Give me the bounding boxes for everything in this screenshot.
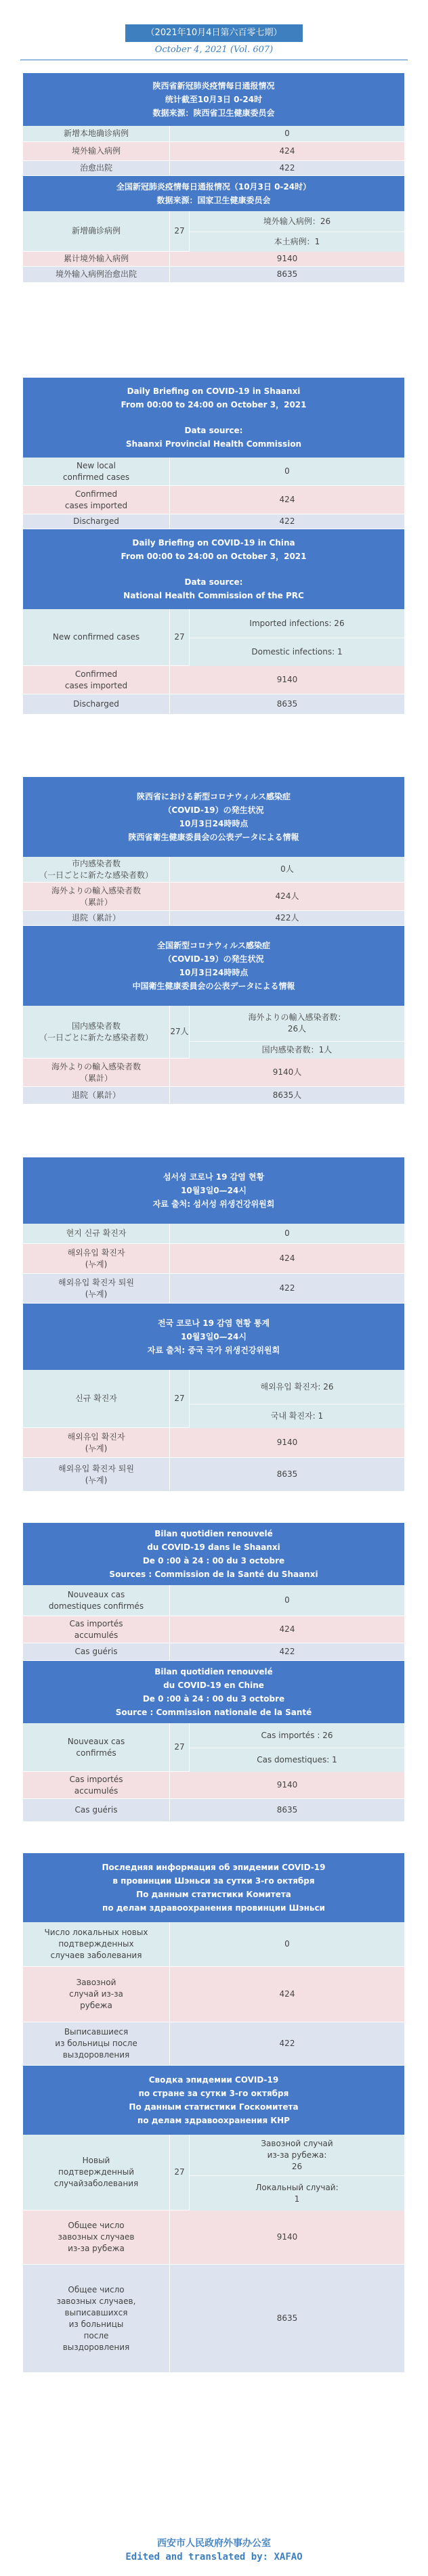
china-new-cases-row [23,1370,404,1428]
china-new-cases-row [23,1006,404,1059]
shaanxi-header [23,73,404,126]
row-label: 退院（累計） [23,911,169,925]
shaanxi-row [23,883,404,911]
china-new-cases-row [23,211,404,252]
row-label: Общее число завозных случаев, выписавшихся из больницы после выздоровления [23,2265,169,2372]
header-line: 统计截至10月3日 0-24时 [165,95,263,104]
header-line: du COVID-19 dans le Shaanxi [147,1542,280,1552]
domestic-cases: Локальный случай: 1 [190,2175,404,2211]
shaanxi-header [23,777,404,857]
row-label: Discharged [23,514,169,529]
header-line: Sources : Commission de la Santé du Shaanxi [109,1570,318,1579]
row-value: 0人 [169,857,404,882]
row-label: 境外输入病例治愈出院 [23,267,169,282]
header-line: du COVID-19 en Chine [163,1681,264,1690]
shaanxi-row [23,1585,404,1616]
issue-line: October 4, 2021 (Vol. 607) [154,45,274,55]
row-label: Cas guéris [23,1643,169,1660]
header-line: 10월3일0—24시 [181,1186,247,1195]
row-label: 해외유입 확진자 (누계) [23,1244,169,1273]
section-ru [23,1853,404,2373]
row-label: Confirmed cases imported [23,486,169,514]
shaanxi-row [23,161,404,176]
domestic-cases: Cas domestiques: 1 [190,1748,404,1772]
china-new-cases-row [23,1723,404,1772]
row-label: Cas importés accumulés [23,1772,169,1798]
footer [0,2537,428,2564]
china-header [23,926,404,1006]
row-value: 422 [169,1643,404,1660]
section-cn [23,73,404,283]
row-label: 해외유입 확진자 퇴원 (누계) [23,1458,169,1491]
row-label: 境外输入病例 [23,142,169,160]
header-line: 数据来源：陕西省卫生健康委员会 [152,108,275,118]
shaanxi-row [23,1922,404,1967]
shaanxi-row [23,514,404,529]
shaanxi-header [23,378,404,458]
row-value: 424 [169,486,404,514]
row-value: 8635 [169,2265,404,2372]
footer-credit: Edited and translated by: XAFAO [125,2552,303,2562]
header-line: По данным статистики Госкомитета [129,2102,299,2112]
row-value: 422 [169,514,404,529]
new-cases-total: 27 [169,609,190,665]
row-value: 8635人 [169,1087,404,1104]
china-row [23,1458,404,1492]
shaanxi-row [23,911,404,926]
new-cases-total: 27 [169,1723,190,1771]
header-line: 全国新冠肺炎疫情每日通报情况（10月3日 0-24时） [116,182,312,192]
china-row [23,666,404,694]
row-label: 治愈出院 [23,161,169,175]
domestic-cases: 国内感染者数：1人 [190,1041,404,1059]
shaanxi-row [23,126,404,142]
header-line: Shaanxi Provincial Health Commission [125,439,302,449]
row-value: 424人 [169,883,404,910]
new-cases-label: 新增确诊病例 [23,211,169,251]
shaanxi-header [23,1157,404,1224]
header-line: （COVID-19）の発生状況 [163,954,264,964]
header-line [23,563,404,575]
row-value: 8635 [169,1799,404,1821]
china-row [23,1059,404,1087]
shaanxi-row [23,1274,404,1304]
shaanxi-row [23,1643,404,1661]
header-line: Bilan quotidien renouvelé [154,1667,273,1676]
row-value: 424 [169,1244,404,1273]
header-line [23,412,404,424]
shaanxi-row [23,1224,404,1244]
china-row [23,2265,404,2373]
new-cases-label: Новый подтвержденный случайзаболевания [23,2135,169,2210]
new-cases-breakdown [190,211,404,251]
header-line: 10월3일0—24시 [181,1332,247,1341]
china-header [23,529,404,609]
header-line: 全国新型コロナウィルス感染症 [157,941,270,950]
header-line: 섬서성 코로나 19 감염 현황 [163,1172,265,1182]
header-line: Source : Commission nationale de la Santé [115,1708,312,1717]
new-cases-breakdown [190,1723,404,1771]
imported-cases: Cas importés : 26 [190,1723,404,1748]
row-label: 海外よりの輸入感染者数 （累計） [23,883,169,910]
row-value: 424 [169,142,404,160]
header-line: По данным статистики Комитета [136,1890,291,1899]
header-line: 中国衛生健康委員会の公表データによる情報 [132,981,295,991]
row-value: 0 [169,1224,404,1243]
section-jp [23,777,404,1105]
row-value: 424 [169,1616,404,1643]
row-label: 현지 신규 확진자 [23,1224,169,1243]
row-label: Cas importés accumulés [23,1616,169,1643]
header-line: Bilan quotidien renouvelé [154,1529,273,1538]
row-label: Общее число завозных случаев из-за рубежа [23,2211,169,2264]
new-cases-total: 27 [169,1370,190,1427]
china-row [23,1772,404,1799]
row-value: 0 [169,1922,404,1966]
header-line: 陝西省における新型コロナウィルス感染症 [137,792,291,801]
shaanxi-row [23,486,404,514]
new-cases-total: 27 [169,2135,190,2210]
row-label: Число локальных новых подтвержденных случаев заболевания [23,1922,169,1966]
header-line: 数据来源：国家卫生健康委员会 [156,196,271,205]
row-value: 0 [169,458,404,485]
domestic-cases: 本土病例：1 [190,231,404,252]
row-label: 해외유입 확진자 (누계) [23,1428,169,1457]
china-row [23,694,404,715]
header-line: De 0 :00 à 24 : 00 du 3 octobre [142,1694,285,1704]
row-value: 9140人 [169,1059,404,1086]
new-cases-breakdown [190,609,404,665]
header-line: From 00:00 to 24:00 on October 3，2021 [121,400,307,409]
shaanxi-row [23,142,404,161]
row-label: New local confirmed cases [23,458,169,485]
row-value: 422人 [169,911,404,925]
shaanxi-row [23,458,404,486]
new-cases-breakdown [190,1006,404,1058]
row-value: 424 [169,1967,404,2022]
row-value: 8635 [169,694,404,714]
header-line: Daily Briefing on COVID-19 in China [132,538,295,548]
shaanxi-header [23,1853,404,1922]
row-label: 累计境外输入病例 [23,252,169,266]
header-line: 10月3日24時時点 [179,968,249,977]
new-cases-label: New confirmed cases [23,609,169,665]
row-value: 0 [169,126,404,141]
row-label: Discharged [23,694,169,714]
row-value: 9140 [169,1428,404,1457]
row-value: 9140 [169,252,404,266]
row-label: 退院（累計） [23,1087,169,1104]
row-label: Выписавшиеся из больницы после выздоровления [23,2022,169,2065]
new-cases-label: Nouveaux cas confirmés [23,1723,169,1771]
row-value: 422 [169,1274,404,1303]
row-label: 市内感染者数 （一日ごとに新たな感染者数） [23,857,169,882]
china-row [23,1087,404,1105]
header-line: 자료 출처: 중국 국가 위생건강위원회 [147,1346,280,1355]
imported-cases: 境外输入病例：26 [190,211,404,231]
section-fr [23,1523,404,1822]
row-label: Nouveaux cas domestiques confirmés [23,1585,169,1616]
domestic-cases: 국내 확진자: 1 [190,1404,404,1428]
row-value: 422 [169,161,404,175]
imported-cases: Imported infections: 26 [190,609,404,638]
header-line: （COVID-19）の発生状況 [163,805,264,815]
header-line: 10月3日24時時点 [179,819,249,828]
shaanxi-row [23,1244,404,1274]
row-value: 8635 [169,1458,404,1491]
row-value: 9140 [169,2211,404,2264]
section-en [23,378,404,715]
row-value: 0 [169,1585,404,1616]
new-cases-breakdown [190,1370,404,1427]
section-kr [23,1157,404,1492]
row-value: 9140 [169,1772,404,1798]
new-cases-breakdown [190,2135,404,2210]
new-cases-label: 신규 확진자 [23,1370,169,1427]
date-banner: （2021年10月4日第六百零七期） [125,24,303,42]
china-row [23,252,404,267]
imported-cases: Завозной случай из-за рубежа: 26 [190,2135,404,2175]
header-line: 陕西省新冠肺炎疫情每日通报情况 [152,81,275,91]
header-line: по стране за сутки 3-го октября [138,2089,289,2098]
new-cases-label: 国内感染者数 （一日ごとに新たな感染者数） [23,1006,169,1058]
shaanxi-row [23,857,404,883]
row-label: 해외유입 확진자 퇴원 (누계) [23,1274,169,1303]
domestic-cases: Domestic infections: 1 [190,638,404,666]
new-cases-total: 27人 [169,1006,190,1058]
shaanxi-row [23,1967,404,2022]
header-line: Data source: [184,426,243,435]
header-line: Daily Briefing on COVID-19 in Shaanxi [127,386,301,396]
header-line: From 00:00 to 24:00 on October 3，2021 [121,552,307,561]
china-header [23,2066,404,2135]
row-label: 海外よりの輸入感染者数 （累計） [23,1059,169,1086]
shaanxi-header [23,1523,404,1585]
shaanxi-row [23,1616,404,1643]
row-label: 新增本地确诊病例 [23,126,169,141]
china-header [23,176,404,211]
shaanxi-row [23,2022,404,2066]
row-value: 9140 [169,666,404,694]
new-cases-total: 27 [169,211,190,251]
header-line: 전국 코로나 19 감염 현황 통계 [157,1318,270,1328]
imported-cases: 海外よりの輸入感染者数： 26人 [190,1006,404,1041]
header-line: Data source: [184,577,243,587]
header-line: 陝西省衛生健康委員会の公表データによる情報 [128,832,299,842]
header-line: по делам здравоохранения провинции Шэньси [102,1903,325,1913]
header-line: Сводка эпидемии COVID-19 [148,2075,279,2085]
header-line: 자료 출처: 섬서성 위생건강위원회 [152,1199,275,1209]
row-label: Завозной случай из-за рубежа [23,1967,169,2022]
china-new-cases-row [23,2135,404,2211]
china-row [23,1799,404,1822]
china-row [23,1428,404,1458]
china-new-cases-row [23,609,404,666]
footer-org: 西安市人民政府外事办公室 [157,2538,271,2549]
china-header [23,1661,404,1723]
header-line: в провинции Шэньси за сутки 3-го октября [112,1876,315,1886]
row-value: 8635 [169,267,404,282]
china-header [23,1304,404,1370]
row-label: Confirmed cases imported [23,666,169,694]
china-row [23,2211,404,2265]
china-row [23,267,404,283]
imported-cases: 해외유입 확진자: 26 [190,1370,404,1404]
row-label: Cas guéris [23,1799,169,1821]
header-line: National Health Commission of the PRC [123,591,304,600]
header-line: Последняя информация об эпидемии COVID-19 [102,1863,326,1872]
header-line: De 0 :00 à 24 : 00 du 3 octobre [142,1556,285,1565]
row-value: 422 [169,2022,404,2065]
header-line: по делам здравоохранения КНР [137,2116,290,2125]
